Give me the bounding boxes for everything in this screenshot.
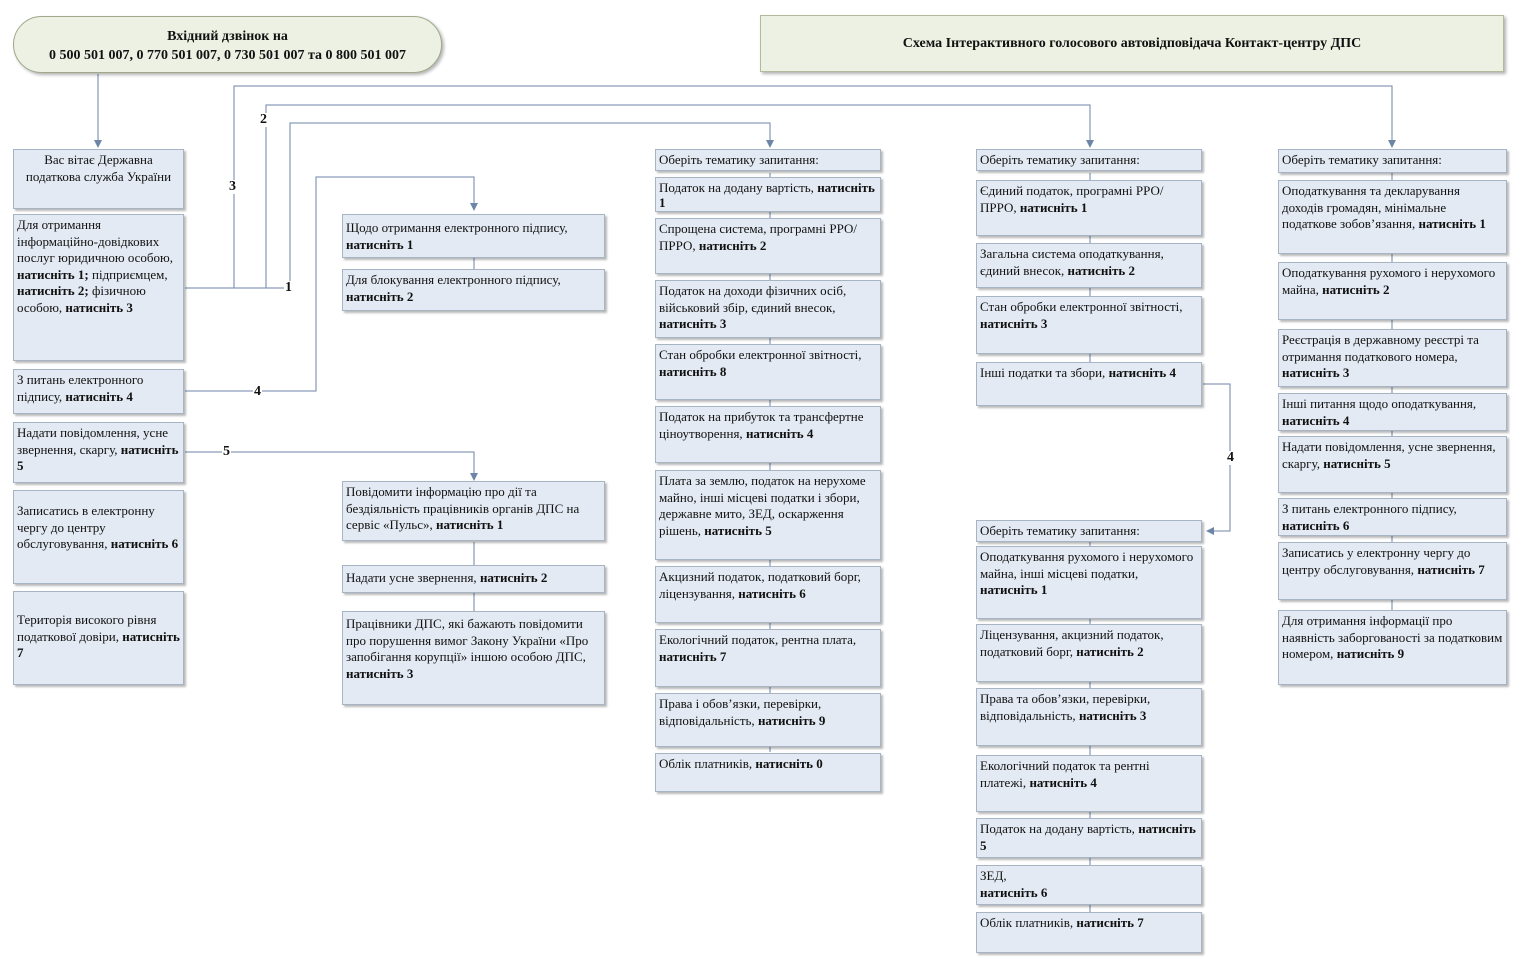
- individual-item-8-bold: натисніть 9: [1336, 646, 1405, 661]
- appeal-option-3: [342, 611, 605, 705]
- individual-item-2-text: Оподаткування рухомого і нерухомого майна,: [1282, 265, 1496, 297]
- individual-item-7: [1278, 542, 1507, 600]
- appeal-option-1-bold: натисніть 1: [435, 517, 504, 532]
- main-option-6: [13, 490, 184, 584]
- other-taxes-menu-header: Оберіть тематику запитання:: [976, 520, 1202, 542]
- main-option-1-3-bold3: натисніть 3: [65, 299, 133, 315]
- other-taxes-item-7-text: Облік платників,: [980, 915, 1077, 930]
- other-taxes-item-7: [976, 912, 1202, 953]
- legal-item-4-bold: натисніть 8: [659, 363, 727, 379]
- other-taxes-item-3: [976, 688, 1202, 746]
- individual-item-6-text: З питань електронного підпису,: [1282, 501, 1457, 516]
- legal-item-1: [655, 177, 881, 212]
- edge-label-4b: 4: [1227, 450, 1234, 465]
- main-option-5-text: Надати повідомлення, усне звернення, скаргу,: [17, 425, 169, 457]
- main-option-1-3: [13, 214, 184, 361]
- other-taxes-item-4-bold: натисніть 4: [1029, 774, 1097, 790]
- main-option-4: [13, 369, 184, 414]
- main-option-7: [13, 591, 184, 685]
- other-taxes-item-5: [976, 818, 1202, 858]
- other-taxes-item-6: [976, 865, 1202, 905]
- individual-item-3-text: Реєстрація в державному реєстрі та отримання податкового номера,: [1282, 332, 1479, 364]
- edge-label-2: 2: [260, 112, 267, 127]
- entrepreneur-item-3: [976, 296, 1202, 354]
- legal-item-3-bold: натисніть 3: [659, 316, 727, 331]
- legal-item-5-text: Податок на прибуток та трансфертне ціноутворення,: [659, 409, 864, 441]
- other-taxes-item-1: [976, 546, 1202, 619]
- legal-item-9-text: Права і обов’язки, перевірки, відповідальність,: [659, 696, 822, 728]
- appeal-option-1: [342, 481, 605, 541]
- legal-item-10: [655, 753, 881, 792]
- legal-item-2-text: Спрощена система, програмні РРО/ПРРО,: [659, 221, 857, 253]
- main-option-6-bold: натисніть 6: [110, 536, 179, 551]
- other-taxes-item-5-bold: натисніть 5: [980, 821, 1196, 853]
- individual-item-1: [1278, 180, 1507, 254]
- entrepreneur-item-1-text: Єдиний податок, програмні РРО/ПРРО,: [980, 183, 1164, 215]
- legal-item-7: [655, 566, 881, 623]
- edge-label-4: 4: [254, 384, 261, 399]
- esign-option-1: [342, 214, 605, 258]
- main-option-4-bold: натисніть 4: [65, 388, 133, 404]
- entrepreneur-item-2: [976, 243, 1202, 288]
- entrepreneur-item-4: [976, 362, 1202, 406]
- legal-item-7-text: Акцизний податок, податковий борг, ліцензування,: [659, 569, 861, 601]
- legal-item-3: [655, 280, 881, 338]
- main-option-4-text: З питань електронного підпису,: [17, 372, 144, 404]
- main-option-7-text: Територія високого рівня податкової довіри,: [17, 612, 157, 644]
- legal-item-8-text: Екологічний податок, рентна плата,: [659, 632, 857, 647]
- main-option-1-3-text1: Для отримання інформаційно-довідкових послуг юридичною особою,: [17, 217, 173, 265]
- legal-item-10-bold: натисніть 0: [755, 756, 823, 771]
- other-taxes-item-3-text: Права та обов’язки, перевірки, відповідальність,: [980, 691, 1151, 723]
- esign-option-2-text: Для блокування електронного підпису,: [346, 272, 561, 287]
- legal-item-4: [655, 344, 881, 400]
- main-option-7-bold: натисніть 7: [17, 628, 180, 660]
- legal-item-2: [655, 218, 881, 274]
- individual-item-3-bold: натисніть 3: [1282, 365, 1350, 380]
- other-taxes-item-1-text: Оподаткування рухомого і нерухомого майна, інші місцеві податки,: [980, 549, 1194, 581]
- entrepreneur-item-2-text: Загальна система оподаткування, єдиний внесок,: [980, 246, 1164, 278]
- diagram-title: Схема Інтерактивного голосового автовідповідача Контакт-центру ДПС: [760, 15, 1504, 72]
- other-taxes-item-4-text: Екологічний податок та рентні платежі,: [980, 758, 1150, 790]
- entrepreneur-menu-header: Оберіть тематику запитання:: [976, 149, 1202, 171]
- main-option-5: [13, 422, 184, 483]
- entrepreneur-item-3-bold: натисніть 3: [980, 315, 1048, 331]
- appeal-option-3-text: Працівники ДПС, які бажають повідомити про порушення вимог Закону України «Про запобігання корупції» іншою особою ДПС,: [346, 616, 589, 664]
- legal-item-6-text: Плата за землю, податок на нерухоме майно, інші місцеві податки і збори, державне мито, ЗЕД, оскарження рішень,: [659, 473, 866, 538]
- entrepreneur-item-4-bold: натисніть 4: [1108, 365, 1176, 380]
- individual-item-8-text: Для отримання інформації про наявність заборгованості за податковим номером,: [1282, 613, 1503, 661]
- individual-item-5-bold: натисніть 5: [1323, 455, 1391, 471]
- individual-item-4: [1278, 393, 1507, 431]
- individual-item-3: [1278, 329, 1507, 387]
- individual-item-1-bold: натисніть 1: [1418, 216, 1486, 231]
- legal-menu-header: Оберіть тематику запитання:: [655, 149, 881, 171]
- main-option-1-3-bold2: натисніть 2;: [17, 283, 89, 298]
- legal-item-9: [655, 693, 881, 747]
- individual-item-6-bold: натисніть 6: [1282, 517, 1350, 533]
- appeal-option-2-bold: натисніть 2: [479, 570, 548, 585]
- legal-item-8: [655, 629, 881, 687]
- main-option-5-bold: натисніть 5: [17, 441, 179, 473]
- other-taxes-item-2-bold: натисніть 2: [1076, 643, 1144, 659]
- individual-item-7-text: Записатись у електронну чергу до центру обслуговування,: [1282, 545, 1471, 577]
- esign-option-1-bold: натисніть 1: [346, 236, 414, 252]
- appeal-option-2: [342, 565, 605, 593]
- legal-item-6: [655, 470, 881, 560]
- other-taxes-item-1-bold: натисніть 1: [980, 582, 1048, 597]
- legal-item-5: [655, 406, 881, 463]
- main-option-1-3-text3: фізичною особою,: [17, 283, 146, 315]
- legal-item-6-bold: натисніть 5: [704, 522, 772, 538]
- appeal-option-3-bold: натисніть 3: [346, 665, 414, 681]
- individual-item-2: [1278, 262, 1507, 320]
- legal-item-1-text: Податок на додану вартість,: [659, 180, 818, 195]
- main-option-1-3-text2: підприємцем,: [88, 266, 168, 282]
- esign-option-1-text: Щодо отримання електронного підпису,: [346, 220, 568, 235]
- entrepreneur-item-4-text: Інші податки та збори,: [980, 365, 1109, 380]
- individual-item-7-bold: натисніть 7: [1417, 561, 1485, 577]
- other-taxes-item-2-text: Ліцензування, акцизний податок, податковий борг,: [980, 627, 1164, 659]
- main-option-6-text: Записатись в електронну чергу до центру обслуговування,: [17, 503, 155, 551]
- entrepreneur-item-3-text: Стан обробки електронної звітності,: [980, 299, 1183, 314]
- edge-label-5: 5: [223, 444, 230, 459]
- main-option-1-3-bold1: натисніть 1;: [17, 266, 89, 282]
- other-taxes-item-4: [976, 755, 1202, 812]
- individual-item-5: [1278, 436, 1507, 493]
- entrepreneur-item-2-bold: натисніть 2: [1067, 262, 1135, 278]
- individual-item-8: [1278, 610, 1507, 685]
- individual-item-2-bold: натисніть 2: [1322, 281, 1390, 297]
- other-taxes-item-3-bold: натисніть 3: [1078, 707, 1147, 723]
- individual-item-4-bold: натисніть 4: [1282, 412, 1350, 428]
- welcome-box: Вас вітає Державна податкова служба України: [13, 149, 184, 209]
- legal-item-9-bold: натисніть 9: [757, 712, 826, 728]
- other-taxes-item-5-text: Податок на додану вартість,: [980, 821, 1139, 836]
- individual-item-1-text: Оподаткування та декларування доходів громадян, мінімальне податкове зобов’язання,: [1282, 183, 1460, 231]
- appeal-option-2-text: Надати усне звернення,: [346, 570, 480, 585]
- legal-item-4-text: Стан обробки електронної звітності,: [659, 347, 862, 362]
- legal-item-10-text: Облік платників,: [659, 756, 756, 771]
- legal-item-1-bold: натисніть 1: [659, 180, 875, 210]
- edge-label-1: 1: [285, 280, 292, 295]
- entrepreneur-item-1: [976, 180, 1202, 236]
- entrepreneur-item-1-bold: натисніть 1: [1019, 199, 1088, 215]
- esign-option-2: [342, 269, 605, 311]
- edge-label-3: 3: [229, 179, 236, 194]
- other-taxes-item-2: [976, 624, 1202, 682]
- esign-option-2-bold: натисніть 2: [346, 288, 414, 304]
- individual-menu-header: Оберіть тематику запитання:: [1278, 149, 1507, 173]
- incoming-call-numbers: 0 500 501 007, 0 770 501 007, 0 730 501 007 та 0 800 501 007: [48, 48, 407, 63]
- individual-item-6: [1278, 498, 1507, 536]
- appeal-option-1-text: Повідомити інформацію про дії та бездіяльність працівників органів ДПС на сервіс «Пульс»,: [346, 484, 580, 532]
- legal-item-5-bold: натисніть 4: [745, 425, 814, 441]
- legal-item-3-text: Податок на доходи фізичних осіб, військовий збір, єдиний внесок,: [659, 283, 847, 315]
- incoming-call-title: Вхідний дзвінок на: [167, 29, 288, 44]
- other-taxes-item-6-text: ЗЕД,: [980, 868, 1007, 883]
- individual-item-5-text: Надати повідомлення, усне звернення, скаргу,: [1282, 439, 1496, 471]
- legal-item-2-bold: натисніть 2: [698, 237, 767, 253]
- legal-item-7-bold: натисніть 6: [738, 585, 806, 601]
- other-taxes-item-6-bold: натисніть 6: [980, 884, 1048, 900]
- incoming-call-node: [13, 16, 442, 73]
- other-taxes-item-7-bold: натисніть 7: [1076, 915, 1144, 930]
- legal-item-8-bold: натисніть 7: [659, 648, 727, 664]
- individual-item-4-text: Інші питання щодо оподаткування,: [1282, 396, 1477, 411]
- branch-2-line: [185, 105, 1090, 288]
